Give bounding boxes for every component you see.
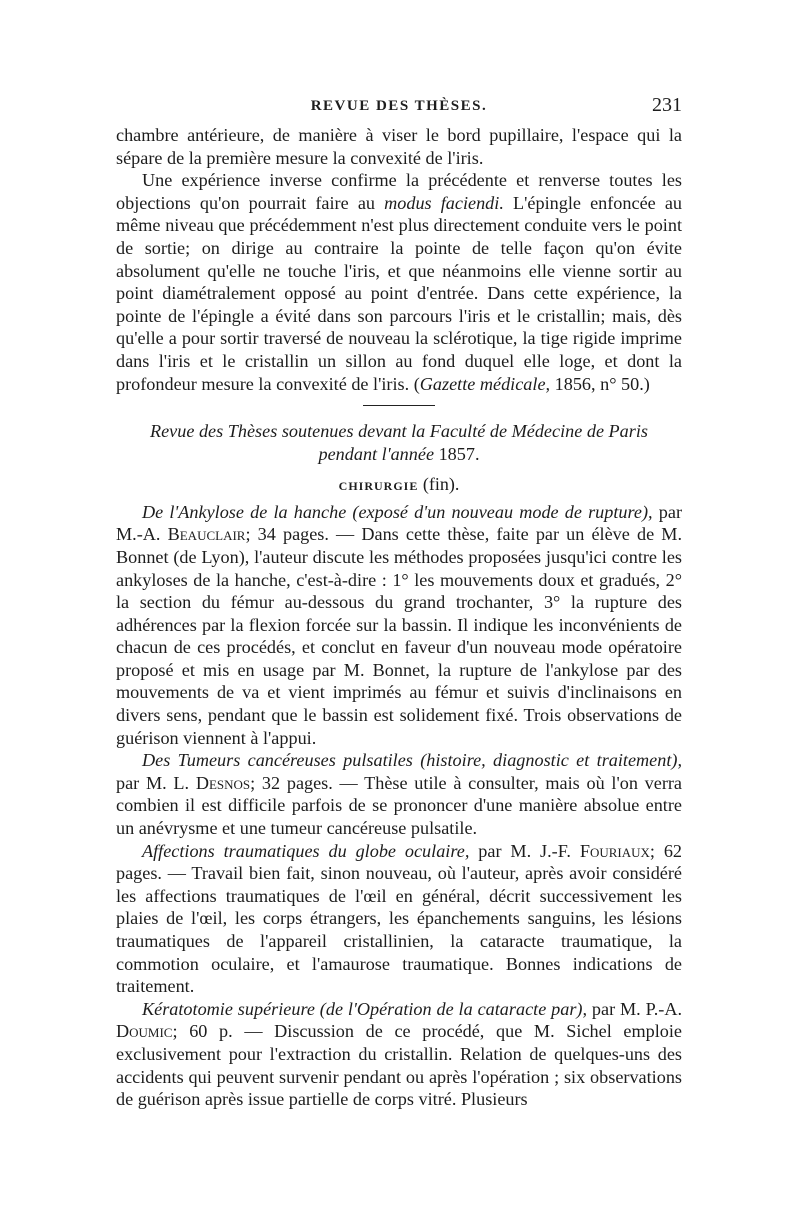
thesis-entry bbox=[116, 749, 682, 839]
section-subheading bbox=[116, 473, 682, 498]
entry-text: ; 34 pages. — Dans cette thèse, faite par un élève de M. Bonnet (de Lyon), l'auteur discute les méthodes proposées jusqu'ici contre les ankyloses de la hanche, c'est-à-dire : 1° les mouvements doux et gradués, 2° la section du fémur au-dessous du grand trochanter, 3° la rupture des adhérences par la flexion forcée sur la bassin. Il indique les inconvénients de chacun de ces procédés, et conclut en faveur d'un nouveau mode opératoire proposé et mis en usage par M. Bonnet, la rupture de l'ankylose par des mouvements de va et vient imprimés au fémur et suivis d'inclinaisons en divers sens, pendant que le bassin est solidement fixé. Trois observations de guérison viennent à l'appui. bbox=[116, 524, 682, 748]
entry-author: Fouriaux bbox=[579, 840, 650, 861]
page-header bbox=[116, 92, 682, 120]
entry-author-prefix: par M. P.-A. bbox=[591, 998, 682, 1019]
page-number: 231 bbox=[652, 94, 682, 116]
paragraph-text: Une expérience inverse confirme la précédente et renverse toutes les objections qu'on pourrait faire au bbox=[116, 170, 682, 213]
entry-author: Beauclair bbox=[167, 524, 246, 545]
entry-text: ; 62 pages. — Travail bien fait, sinon nouveau, où l'auteur, après avoir considéré les affections traumatiques de l'œil en général, décrit successivement les plaies de l'œil, les corps étrangers, les épanchements sanguins, les lésions traumatiques de l'appareil cristallinien, la cataracte traumatique, la commotion oculaire, et l'amaurose traumatique. Bonnes indications de traitement. bbox=[116, 840, 683, 997]
thesis-entry bbox=[116, 840, 682, 998]
entry-title: Des Tumeurs cancéreuses pulsatiles (histoire, diagnostic et traitement), bbox=[142, 750, 682, 771]
thesis-entry bbox=[116, 998, 682, 1111]
running-title: REVUE DES THÈSES. bbox=[310, 98, 488, 114]
paragraph-experiment bbox=[116, 169, 682, 395]
entry-title: Affections traumatiques du globe oculaire, bbox=[142, 840, 470, 861]
section-title-year: 1857. bbox=[438, 444, 480, 465]
entry-text: ; 60 p. — Discussion de ce procédé, que M. Sichel emploie exclusivement pour l'extraction du cristallin. Relation de quelques-uns des accidents qui peuvent survenir pendant ou après l'opération ; six observations de guérison après issue partielle de corps vitré. Plusieurs bbox=[116, 1021, 682, 1110]
subheading-label: CHIRURGIE bbox=[338, 479, 419, 494]
body-text bbox=[116, 124, 682, 1111]
entry-author: Desnos bbox=[195, 772, 251, 793]
entry-text: ; 32 pages. — Thèse utile à consulter, mais où l'on verra combien il est difficile parfois de se prononcer d'une manière absolue entre un anévrysme et une tumeur cancéreuse pulsatile. bbox=[116, 772, 683, 839]
section-divider bbox=[363, 405, 435, 406]
latin-phrase: modus faciendi. bbox=[384, 192, 504, 213]
entry-title: De l'Ankylose de la hanche (exposé d'un nouveau mode de rupture), bbox=[142, 501, 653, 522]
entry-author: Doumic bbox=[116, 1021, 173, 1042]
source-citation: Gazette médicale, bbox=[419, 373, 551, 394]
citation-detail: 1856, n° 50.) bbox=[554, 373, 650, 394]
paragraph-continuation: chambre antérieure, de manière à viser le bord pupillaire, l'espace qui la sépare de la première mesure la convexité de l'iris. bbox=[116, 125, 682, 168]
subheading-suffix: (fin). bbox=[422, 474, 460, 495]
section-title-text: Revue des Thèses soutenues devant la Faculté de Médecine de Paris pendant l'année bbox=[150, 421, 648, 465]
entry-author-prefix: par M. L. bbox=[116, 772, 190, 793]
entry-author-prefix: par M. J.-F. bbox=[478, 840, 571, 861]
paragraph-text: L'épingle enfoncée au même niveau que précédemment n'est plus directement conduite vers le point de sortie; on dirige au contraire la pointe de telle façon qu'on évite absolument qu'elle ne touche l'iris, et que néanmoins elle vienne sortir au point diamétralement opposé au point d'entrée. Dans cette expérience, la pointe de l'épingle a évité dans son parcours l'iris et le cristallin; mais, dès qu'elle a pour sortir traversé de nouveau la sclérotique, la tige rigide imprime dans l'iris et le cristallin un sillon au fond duquel elle loge, et dont la profondeur mesure la convexité de l'iris. ( bbox=[116, 192, 683, 394]
section-title bbox=[126, 420, 672, 466]
entry-author-prefix: par M.-A. bbox=[116, 501, 683, 545]
thesis-entry bbox=[116, 501, 682, 750]
entry-title: Kératotomie supérieure (de l'Opération de la cataracte par), bbox=[142, 998, 588, 1019]
